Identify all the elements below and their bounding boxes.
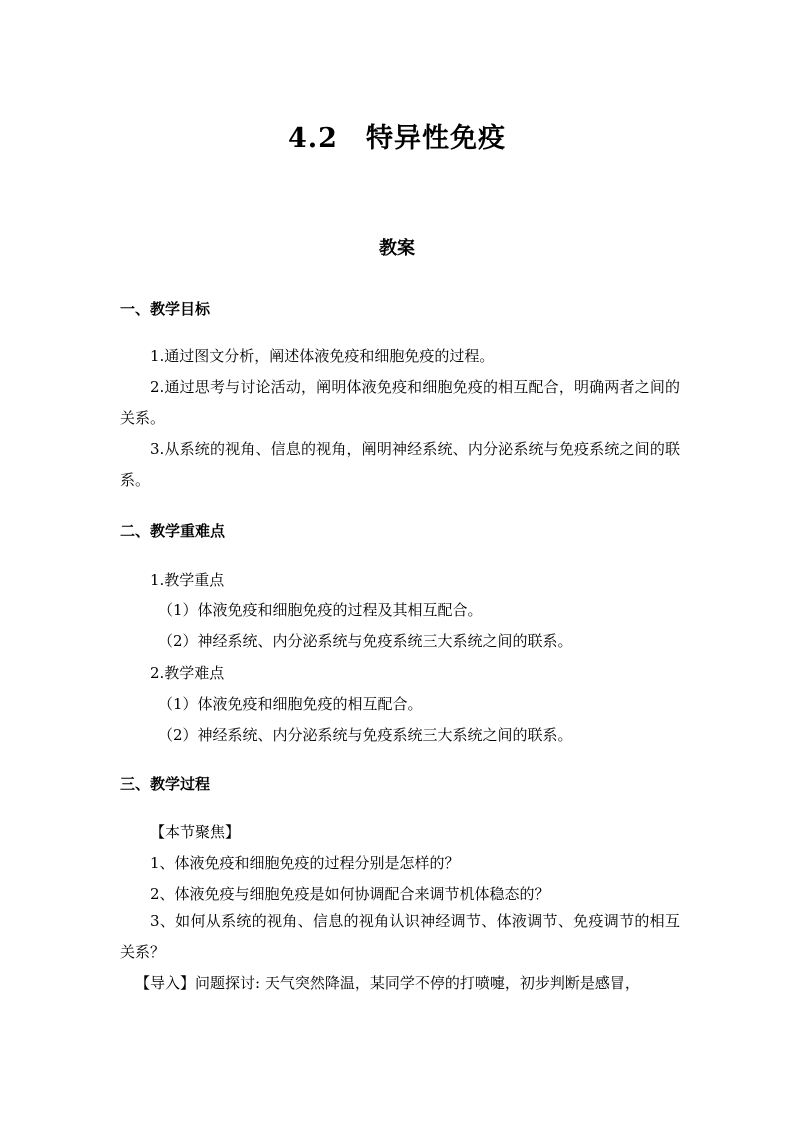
objective-item: 1.通过图文分析，阐述体液免疫和细胞免疫的过程。 bbox=[150, 347, 495, 365]
difficult-point-item: （1）体液免疫和细胞免疫的相互配合。 bbox=[158, 695, 423, 713]
section-heading-objectives: 一、教学目标 bbox=[120, 300, 211, 318]
focus-question: 2、体液免疫与细胞免疫是如何协调配合来调节机体稳态的？ bbox=[150, 885, 550, 903]
difficult-points-label: 2.教学难点 bbox=[150, 664, 225, 682]
key-point-item: （1）体液免疫和细胞免疫的过程及其相互配合。 bbox=[158, 601, 483, 619]
intro-paragraph: 【导入】问题探讨: 天气突然降温，某同学不停的打喷嚏，初步判断是感冒， bbox=[135, 974, 640, 992]
section-heading-key-points: 二、教学重难点 bbox=[120, 522, 226, 540]
difficult-point-item: （2）神经系统、内分泌系统与免疫系统三大系统之间的联系。 bbox=[158, 726, 573, 744]
focus-question: 1、体液免疫和细胞免疫的过程分别是怎样的？ bbox=[150, 854, 460, 872]
title-text: 特异性免疫 bbox=[365, 123, 506, 154]
page-title bbox=[0, 116, 794, 155]
objective-item: 2.通过思考与讨论活动，阐明体液免疫和细胞免疫的相互配合，明确两者之间的关系。 bbox=[120, 378, 680, 427]
focus-label: 【本节聚焦】 bbox=[150, 823, 241, 841]
section-heading-process: 三、教学过程 bbox=[120, 775, 211, 793]
focus-question: 3、如何从系统的视角、信息的视角认识神经调节、体液调节、免疫调节的相互关系？ bbox=[120, 912, 680, 961]
document-subtitle: 教案 bbox=[379, 238, 415, 259]
title-number: 4.2 bbox=[288, 123, 338, 154]
key-point-item: （2）神经系统、内分泌系统与免疫系统三大系统之间的联系。 bbox=[158, 632, 573, 650]
key-points-label: 1.教学重点 bbox=[150, 571, 225, 589]
objective-item: 3.从系统的视角、信息的视角，阐明神经系统、内分泌系统与免疫系统之间的联系。 bbox=[120, 440, 680, 489]
